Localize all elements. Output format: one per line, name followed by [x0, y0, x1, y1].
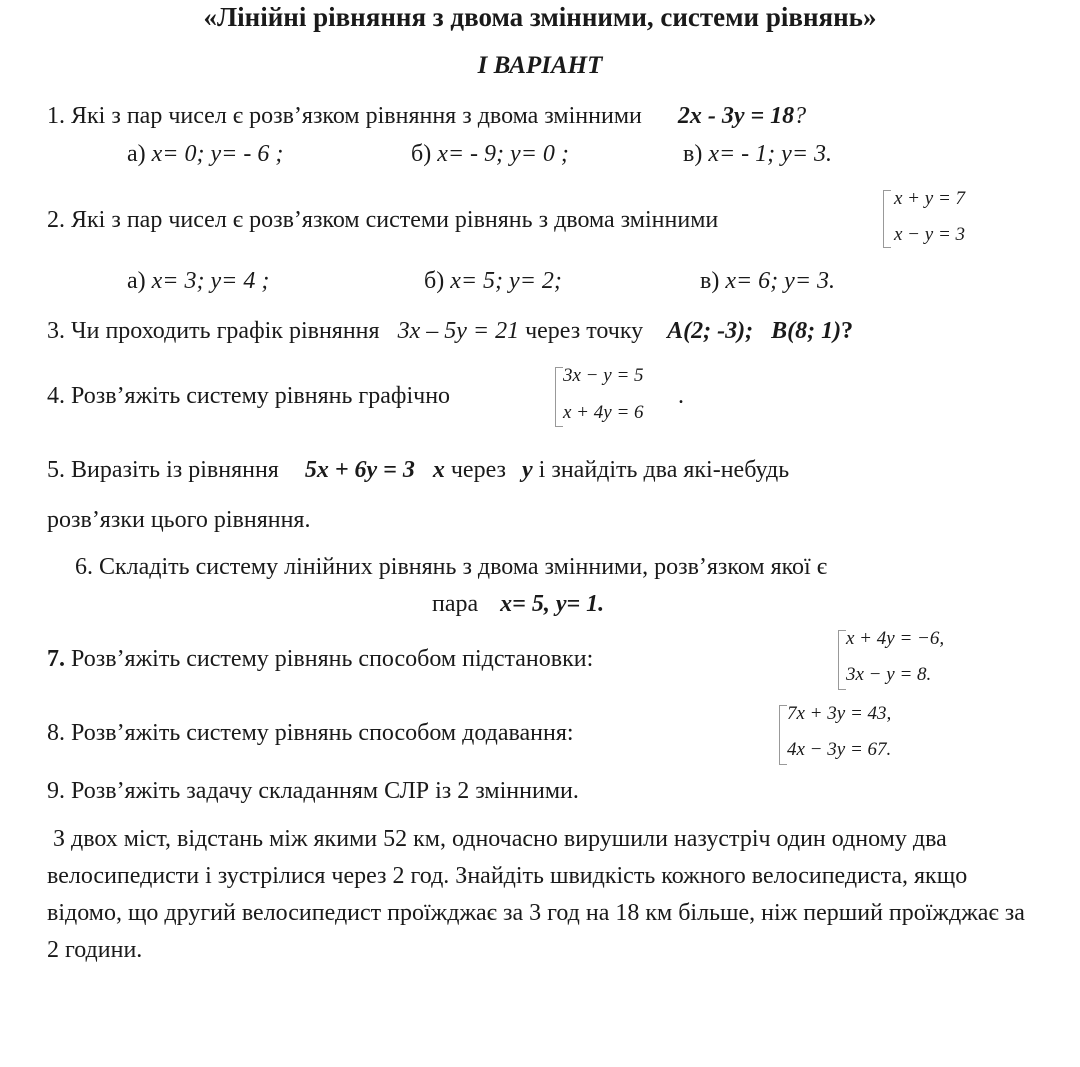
question-7-system: [838, 628, 988, 694]
variant-heading: І ВАРІАНТ: [477, 52, 603, 79]
q1-option-b: [411, 139, 569, 169]
question-1-text: 1. Які з пар чисел є розв’язком рівняння з двома змінними: [47, 103, 642, 129]
question-9-text: 9. Розв’яжіть задачу складанням СЛР із 2 змінними.: [47, 778, 579, 804]
page-title: «Лінійні рівняння з двома змінними, системи рівнянь»: [203, 2, 877, 32]
question-1-qmark: ?: [794, 103, 807, 129]
q1-option-c-label: в): [683, 141, 703, 167]
question-2-text: 2. Які з пар чисел є розв’язком системи рівнянь з двома змінними: [47, 207, 719, 233]
system-line-1: x + 4y = −6,: [846, 628, 945, 649]
q2-option-a-label: а): [127, 268, 146, 294]
question-6-text: пара: [432, 591, 479, 617]
q2-option-a-value: x= 3; y= 4 ;: [151, 268, 270, 294]
question-6-line-1: 6. Складіть систему лінійних рівнянь з двома змінними, розв’язком якої є: [75, 554, 828, 580]
system-line-1: 7x + 3y = 43,: [787, 703, 892, 724]
system-line-1: 3x − y = 5: [563, 365, 644, 386]
q1-option-a-value: x= 0; y= - 6 ;: [151, 141, 284, 167]
question-5-var-y: y: [522, 457, 533, 483]
question-3-equation: 3x – 5y = 21: [397, 318, 520, 344]
q1-option-b-label: б): [411, 141, 432, 167]
system-line-2: 3x − y = 8.: [846, 664, 932, 685]
question-6-line-2: [432, 589, 604, 619]
question-5: [47, 455, 789, 485]
system-brace: [779, 705, 787, 765]
question-1: [47, 101, 806, 131]
q2-option-c-label: в): [700, 268, 720, 294]
system-brace: [555, 367, 563, 427]
question-3-text-b: через точку: [525, 318, 644, 344]
system-line-2: x − y = 3: [894, 224, 966, 245]
q1-option-a-label: а): [127, 141, 146, 167]
question-5-equation: 5x + 6y = 3: [304, 457, 415, 483]
problem-paragraph: З двох міст, відстань між якими 52 км, одночасно вирушили назустріч один одному два велосипедисти і зустрілися через 2 год. Знайдіть швидкість кожного велосипедиста, якщо відомо, що другий велосипедист проїжджає за 3 год на 18 км більше, ніж перший проїжджає за 2 години.: [47, 826, 1031, 963]
question-4-text: 4. Розв’яжіть систему рівнянь графічно: [47, 383, 451, 409]
question-5-line-2: розв’язки цього рівняння.: [47, 507, 311, 533]
point-b: B(8; 1): [771, 318, 842, 344]
q2-option-b-label: б): [424, 268, 445, 294]
system-brace: [883, 190, 891, 248]
system-line-2: 4x − 3y = 67.: [787, 739, 892, 760]
system-brace: [838, 630, 846, 690]
q2-option-c: [700, 266, 835, 296]
question-4-tail: .: [678, 383, 684, 409]
q2-option-b: [424, 266, 562, 296]
question-5-text-b: через: [450, 457, 507, 483]
question-7-text: Розв’яжіть систему рівнянь способом підстановки:: [71, 646, 594, 672]
question-7-number: 7.: [47, 646, 65, 672]
question-7: [47, 644, 593, 674]
q1-option-a: [127, 139, 283, 169]
q1-option-b-value: x= - 9; y= 0 ;: [437, 141, 569, 167]
question-2-system: [883, 188, 993, 254]
question-5-var-x: x: [432, 457, 445, 483]
question-5-text: 5. Виразіть із рівняння: [47, 457, 279, 483]
question-4-system: [555, 365, 675, 431]
q1-option-c-value: x= - 1; y= 3.: [708, 141, 833, 167]
question-5-text-c: і знайдіть два які-небудь: [538, 457, 790, 483]
question-6-pair: x= 5, y= 1.: [500, 591, 605, 617]
question-3: [47, 316, 853, 346]
q2-option-a: [127, 266, 269, 296]
question-8-text: 8. Розв’яжіть систему рівнянь способом додавання:: [47, 720, 574, 746]
question-1-equation: 2x - 3y = 18: [677, 103, 795, 129]
point-a: A(2; -3);: [667, 318, 754, 344]
system-line-2: x + 4y = 6: [563, 402, 644, 423]
system-line-1: x + y = 7: [894, 188, 966, 209]
q1-option-c: [683, 139, 832, 169]
question-8-system: [779, 703, 939, 769]
question-3-qmark: ?: [841, 318, 854, 344]
q2-option-c-value: x= 6; y= 3.: [725, 268, 836, 294]
q2-option-b-value: x= 5; y= 2;: [450, 268, 562, 294]
question-3-text: 3. Чи проходить графік рівняння: [47, 318, 380, 344]
